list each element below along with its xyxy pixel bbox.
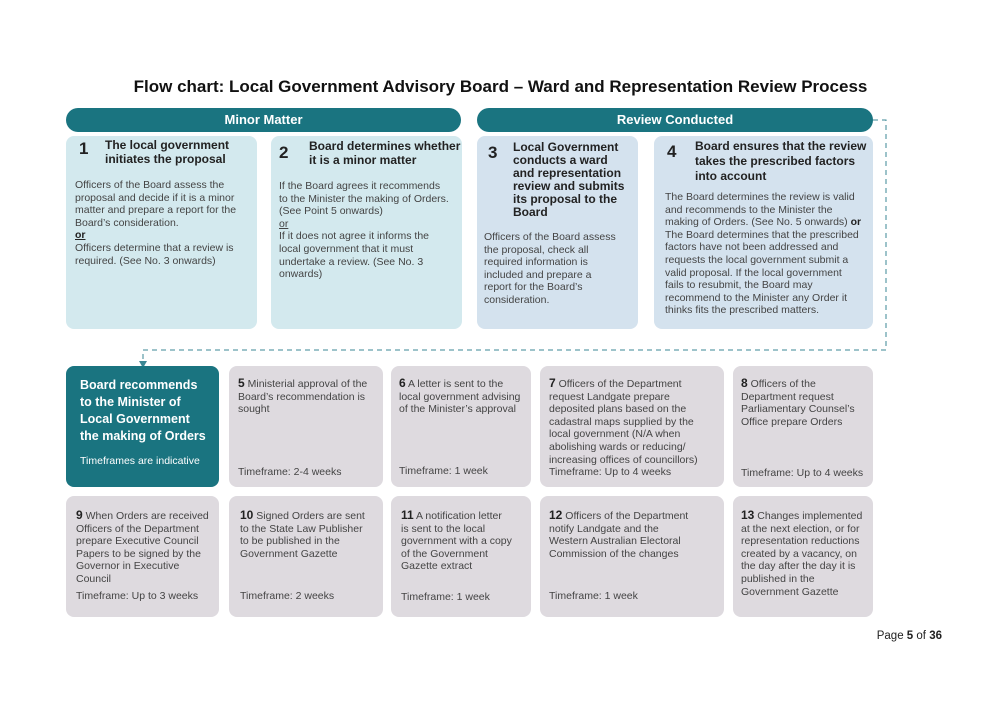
step-description: 6 A letter is sent to the local government advising of the Minister’s approval <box>399 376 521 416</box>
step-12-box <box>540 496 724 617</box>
step-11-box <box>391 496 531 617</box>
step-9-box <box>66 496 219 617</box>
step-6-box <box>391 366 531 487</box>
step-heading: Board ensures that the review takes the prescribed factors into account <box>695 139 867 183</box>
step-timeframe: Timeframe: Up to 4 weeks <box>549 466 672 478</box>
step-3-box <box>477 136 638 329</box>
step-4-box <box>654 136 873 329</box>
step-2-box <box>271 136 462 329</box>
step-description: If the Board agrees it recommends to the Minister the making of Orders. (See Point 5 onwards) or If it does not agree it informs the local government that it must undertake a review. (See No. 3 onwards) <box>279 180 449 281</box>
step-8-box <box>733 366 873 487</box>
step-13-box <box>733 496 873 617</box>
step-description: 5 Ministerial approval of the Board’s recommendation is sought <box>238 376 368 416</box>
step-5-box <box>229 366 383 487</box>
step-description: Officers of the Board assess the proposal and decide if it is a minor matter and prepare a report for the Board’s consideration. or Officers determine that a review is required. (See No. 3 onwards) <box>75 179 237 267</box>
step-timeframe: Timeframe: 1 week <box>401 591 490 603</box>
step-1-box <box>66 136 257 329</box>
step-timeframe: Timeframe: Up to 3 weeks <box>76 590 199 602</box>
step-number: 4 <box>667 142 677 161</box>
step-timeframe: Timeframe: 2-4 weeks <box>238 466 342 478</box>
board-recommends-box <box>66 366 219 487</box>
step-description: 12 Officers of the Department notify Landgate and the Western Australian Electoral Commission of the changes <box>549 508 689 560</box>
step-description: Officers of the Board assess the proposal, check all required information is included and prepare a report for the Board’s consideration. <box>484 231 616 306</box>
recommend-heading: Board recommends to the Minister of Local Government the making of Orders <box>80 378 206 443</box>
minor-matter-header: Minor Matter <box>66 108 461 132</box>
step-timeframe: Timeframe: 1 week <box>399 465 488 477</box>
step-description: 8 Officers of the Department request Parliamentary Counsel’s Office prepare Orders <box>741 376 855 428</box>
step-description: 9 When Orders are received Officers of the Department prepare Executive Council Papers to be signed by the Governor in Executive Council <box>76 508 209 585</box>
step-timeframe: Timeframe: Up to 4 weeks <box>741 467 864 479</box>
step-description: 13 Changes implemented at the next election, or for representation reductions created by a vacancy, on the day after the day it is published in the Government Gazette <box>741 508 863 598</box>
step-10-box <box>229 496 383 617</box>
step-number: 2 <box>279 143 289 162</box>
page-title: Flow chart: Local Government Advisory Board – Ward and Representation Review Process <box>133 77 868 96</box>
review-conducted-header: Review Conducted <box>477 108 873 132</box>
step-number: 1 <box>79 139 89 158</box>
step-7-box <box>540 366 724 487</box>
step-description: 11 A notification letter is sent to the local government with a copy of the Government Gazette extract <box>401 508 512 573</box>
step-timeframe: Timeframe: 1 week <box>549 590 638 602</box>
timeframes-note: Timeframes are indicative <box>80 455 200 467</box>
step-number: 3 <box>488 143 498 162</box>
step-description: The Board determines the review is valid and recommends to the Minister the making of Orders. (See No. 5 onwards) or The Board determines that the prescribed factors have not been addressed and requests the local government submit a valid proposal. If the local government fails to resubmit, the Board may recommend to the Minister any Order it thinks fits the prescribed matters. <box>665 191 862 317</box>
step-description: 7 Officers of the Department request Landgate prepare deposited plans based on the cadastral maps supplied by the local government (N/A when abolishing wards or reducing/ increasing offices of councillors) <box>549 376 698 466</box>
step-heading: Board determines whether it is a minor matter <box>309 139 461 167</box>
step-heading: The local government initiates the proposal <box>105 138 230 166</box>
step-heading: Local Government conducts a ward and representation review and submits its proposal to the Board <box>513 140 625 219</box>
step-timeframe: Timeframe: 2 weeks <box>240 590 335 602</box>
step-description: 10 Signed Orders are sent to the State Law Publisher to be published in the Government Gazette <box>240 508 365 560</box>
page-number: Page 5 of 36 <box>876 630 942 642</box>
